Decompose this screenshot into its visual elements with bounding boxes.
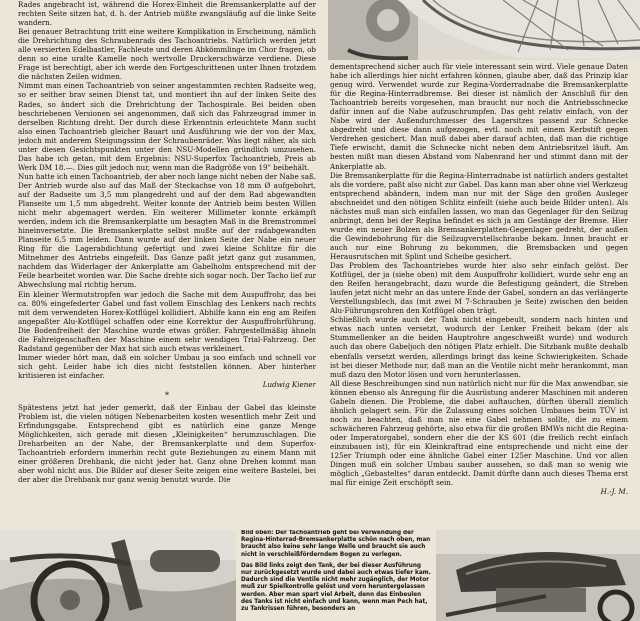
caption-top-photo: Bild oben: Der Tachoantrieb geht bei Verwendung der Regina-Hinterrad-Bremsankerplatte schön nach oben, man braucht also keine sehr lange Welle und braucht sie auch nicht in verschleißförderndem Bogen zu verlegen. (241, 530, 431, 558)
left-paragraph-5: Ein kleiner Wermutstropfen war jedoch die Sache mit dem Auspuffrohr, das bei ca. 80% eingefederter Gabel und fast vollem Einschlag des Lenkers nach rechts mit dem verwendeten Horex-Kotflügel kollidiert. Abhilfe kann ein eng am Reifen angepaßter Alu-Kotflügel schaffen oder eine Korrektur der Auspuffrohrführung. Die Bodenfreiheit der Maschine wurde etwas größer. Fahrgestellmäßig ähneln die Fahreigenschaften der Maschine einem sehr wendigen Trial-Fahrzeug. Der Radstand gegenüber der Max hat sich auch etwas verkleinert. (18, 289, 316, 353)
left-paragraph-7: Spätestens jetzt hat jeder gemerkt, daß der Einbau der Gabel das kleinste Problem ist, die vielen nötigen Nebenarbeiten kosten wesentlich mehr Zeit und Erfindungsgabe. Entsprechend gibt es natürlich eine ganze Menge Möglichkeiten, sich gerade mit diesen „Kleinigkeiten“ herumzuschlagen. Die Dreharbeiten an der Nabe, der Bremsankerplatte und dem Superfox-Tachoantrieb erfordern immerhin recht gute Beziehungen zu einem Mann mit einer größeren Drehbank, die nicht jeder hat. Ganz ohne Drehen kommt man aber wohl nicht aus. Die Bilder auf dieser Seite zeigen eine weitere Bastelei, bei der aber die Drehbank nur ganz wenig benutzt wurde. Die (18, 403, 316, 485)
left-paragraph-2: Bei genauer Betrachtung tritt eine weitere Komplikation in Erscheinung, nämlich die Drehrichtung des Schraubenrads des Tachoantriebs. Natürlich werden jetzt alle versierten Edelbastler, Fachleute und deren Abkömmlinge im Chor fragen, ob denn so eine uralte Kamelle noch wertvolle Druckerschwärze verdiene. Diese Frage ist berechtigt, aber ich werde den Fortgeschrittenen unter Ihnen trotzdem die nächsten Zeilen widmen. (18, 27, 316, 82)
tank-and-frame-photo (436, 530, 640, 621)
left-paragraph-3: Nimmt man einen Tachoantrieb von seiner angestammten rechten Radseite weg, so er seither brav seinen Dienst tat, und montiert ihn auf der linken Seite des Rades, so ändert sich die Drehrichtung der Tachospirale. Bei beiden oben beschriebenen Versionen sei angenommen, daß sich das Fahrzeugrad immer in derselben Richtung dreht. Der durch diese Erkenntnis erleuchtete Mann sucht also einen Tachoantrieb gleicher Bauart und Ausführung wie der von der Max, jedoch mit anderem Steigungssinn der Schraubenräder. Was liegt näher, als sich unter diesen Gesichtspunkten unter den NSU-Modellen gründlich umzusehen. Das habe ich getan, mit dem Ergebnis: NSU-Superfox Tachoantrieb, Preis ab Werk DM 18.—. Dies gilt jedoch nur, wenn man die Radgröße von 19" beibehält. (18, 81, 316, 172)
right-paragraph-3: Das Problem des Tachoantriebes wurde hier also sehr einfach gelöst. Der Kotflügel, der ja (siehe oben) mit dem Auspuffrohr kollidiert, wurde sehr eng an den Reifen herangebracht, dazu wurde die Befestigung geändert, die Streben laufen jetzt nicht mehr an das untere Ende der Gabel, sondern an das verlängerte Verstellungsblech, das (mit zwei M 7-Schrauben je Seite) zwischen den beiden Alu-Führungsrohren den Kotflügel oben trägt. (330, 261, 628, 316)
right-paragraph-5: All diese Beschreibungen sind nun natürlich nicht nur für die Max anwendbar, sie können ebenso als Anregung für die Ausrüstung anderer Maschinen mit anderen Gabeln dienen. Die Probleme, die dabei auftauchen, dürften überall ziemlich ähnlich gelagert sein. Für die Zulassung eines solchen Umbaues beim TÜV ist noch zu beachten, daß man nie eine Gabel nehmen sollte, die zu einem schwächeren Fahrzeug gehörte, also etwa für die großen BMWs nicht die Regina- oder Imperatorgabel, sondern eher die der KS 601 (die freilich recht einfach einzubauen ist), für ein Kleinkraftrad eine entsprechende und nicht eine der 125er Triumph oder eine ähnliche Gabel einer 125er Maschine. Und vor allen Dingen muß ein solcher Umbau sauber aussehen, so daß man so wenig wie möglich „Gebasteltes“ daran entdeckt. Damit dürfte dann auch dieses Thema erst mal für einige Zeit erschöpft sein. (330, 378, 628, 488)
wheel-hub-photo (328, 0, 640, 60)
left-paragraph-1: Rades angebracht ist, während die Horex-Einheit die Bremsankerplatte auf der rechten Seite sitzen hat, d. h. der Antrieb müßte zwangsläufig auf die linke Seite wandern. (18, 0, 316, 28)
left-paragraph-6: Immer wieder hört man, daß ein solcher Umbau ja soo einfach und schnell vor sich geht. Leider habe ich dies nicht feststellen können. Aber hinterher kritisieren ist einfacher. (18, 352, 316, 380)
right-paragraph-4: Schließlich wurde auch der Tank nicht eingebeult, sondern nach hinten und etwas nach unten versetzt, wodurch der Lenker Freiheit bekam (der als Stummellenker an die beiden Hauptrohre angeschweißt wurde) und wodurch auch das obere Gabeljoch den nötigen Platz erhielt. Die Sitzbank mußte deshalb ebenfalls versetzt werden, allerdings bringt das keine Schwierigkeiten. Schade ist bei dieser Methode nur, daß man an die Ventile nicht mehr herankommt, man muß dazu den Motor lösen und vorn herunterlassen. (330, 315, 628, 379)
photo-captions (241, 530, 431, 621)
left-author-signature: Ludwig Kiener (262, 379, 316, 389)
section-separator: * (165, 391, 169, 401)
fork-and-fender-photo (0, 530, 236, 621)
right-paragraph-1: dementsprechend sicher auch für viele interessant sein wird. Viele genaue Daten habe ich allerdings hier nicht erfahren können, glaube aber, daß das Prinzip klar genug wird. Verwendet wurde zur Regina-Vorderradnabe die Bremsankerplatte für die Regina-Hinterradbremse. Bei dieser ist nämlich der Anschluß für den Tachoantrieb bereits vorgesehen, man braucht nur noch die Antriebsschnecke dafür innen auf die Nabe aufzuschrumpfen. Das geht relativ einfach, von der Nabe wird der Außendurchmesser des Lagersitzes passend zur Schnecke abgedreht und diese dann aufgezogen, evtl. noch mit einem Kerbstift gegen Verdrehen gesichert. Man muß dabei aber darauf achten, daß man die richtige Tiefe erwischt, damit die Schnecke nicht neben dem Antriebsritzel läuft. Am besten mißt man diesen Abstand vom Nabenrand her und stimmt dann mit der Ankerplatte ab. (330, 62, 628, 171)
left-paragraph-4: Nun hatte ich einen Tachoantrieb, der aber noch lange nicht neben der Nabe saß. Der Antrieb wurde also auf das Maß der Steckachse von 18 mm Ø aufgebohrt, auf der Radseite um 3,5 mm plangedreht und auf der dem Rad abgewandten Planseite um 1,5 mm abgedreht. Weiter konnte der Antrieb beim besten Willen nicht mehr abgemagert werden. Ein weiterer Millimeter konnte erkämpft werden, indem ich die Bremsankerplatte um besagten Maß in die Bremstrommel hineinversetzte. Die Bremsankerplatte selbst mußte auf der radabgewandten Planseite 6,5 mm leiden. Dann wurde auf der linken Seite der Nabe ein neuer Ring für die Lagerabdichtung gefertigt und zwei kleine Schlitze für die Mitnehmer des Antriebs eingefeilt. Das Ganze paßt jetzt ganz gut zusammen, nachdem das Widerlager der Ankerplatte am Gabelholm entsprechend mit der Feile bearbeitet worden war. Die Sache drehte sich sogar noch. Der Tacho lief zur Abwechslung mal richtig herum. (18, 171, 316, 290)
right-paragraph-2: Die Bremsankerplatte für die Regina-Hinterradnabe ist natürlich anders gestaltet als die vordere, paßt also nicht zur Gabel. Das kann man aber ohne viel Werkzeug entsprechend abändern, indem man nur mit der Säge den großen Ausleger abschneidet und den nötigen Schlitz einfeilt (siehe auch beide Bilder unten). Als nächstes muß man sich einfallen lassen, wo man das Gegenlager für den Seilzug anbringt, denn bei der Regina befindet es sich ja am Gestänge der Bremse. Hier wurde ein neuer Bolzen als Bremsankerplatten-Gegenlager gedreht, der außen die Gewindebohrung für die Seilzugverstellschraube bekam. Innen braucht er auch nur eine Bohrung zu bekommen, die Bremsbacken und gegen Herausrutschen mit Splint und Scheibe gesichert. (330, 170, 628, 261)
caption-left-photo: Das Bild links zeigt den Tank, der bei dieser Ausführung nur zurückgesetzt wurde und dabei auch etwas tiefer kam. Dadurch sind die Ventile nicht mehr zugänglich, der Motor muß zur Spielkontrolle gelöst und vorn heruntergelassen werden. Aber man spart viel Arbeit, denn das Einbeulen des Tanks ist nicht einfach und kann, wenn man Pech hat, zu Tankrissen führen, besonders an (241, 562, 431, 613)
left-text-column (18, 0, 316, 525)
right-author-signature: H.-J. M. (600, 487, 628, 497)
right-text-column (330, 62, 628, 524)
